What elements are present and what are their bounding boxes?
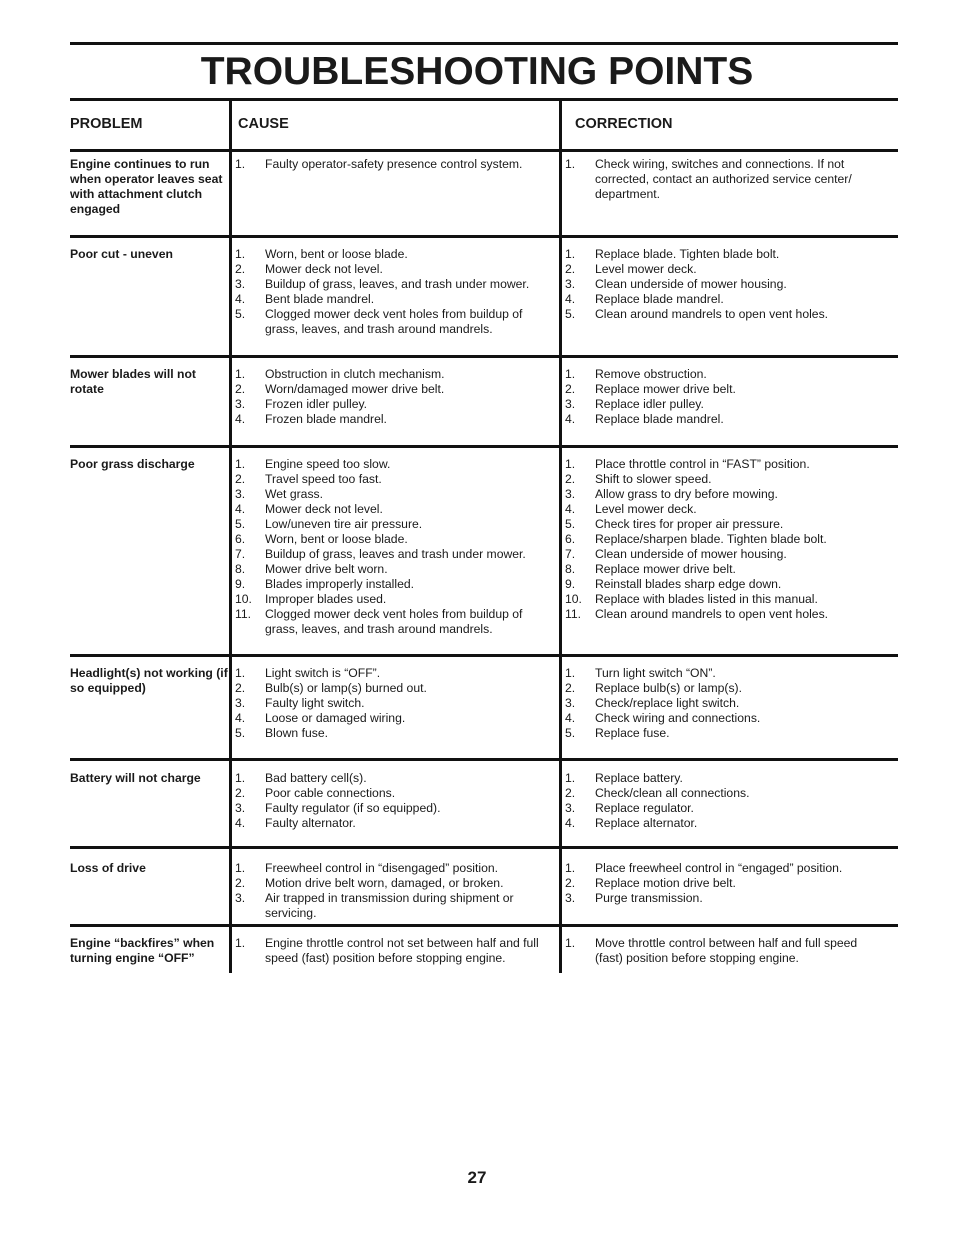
item-text: Clogged mower deck vent holes from buildup of grass, leaves, and trash around mandrels. [265,307,523,336]
item-number: 1. [565,861,576,875]
list-item [565,472,875,487]
item-text: Allow grass to dry before mowing. [595,487,778,501]
item-text: Replace blade. Tighten blade bolt. [595,247,780,261]
item-number: 6. [565,532,576,546]
list-item [235,891,550,921]
item-text: Light switch is “OFF”. [265,666,381,680]
item-text: Clogged mower deck vent holes from buildup of grass, leaves, and trash around mandrels. [265,607,523,636]
row-divider [70,355,898,358]
list-item [235,666,550,681]
item-number: 10. [235,592,252,606]
item-number: 3. [235,277,246,291]
item-number: 1. [235,936,246,950]
item-number: 1. [565,367,576,381]
correction-list [565,457,875,622]
item-text: Air trapped in transmission during shipment or servicing. [265,891,514,920]
list-item [565,562,875,577]
item-text: Clean around mandrels to open vent holes. [595,607,829,621]
list-item [235,936,550,966]
item-text: Travel speed too fast. [265,472,382,486]
item-number: 8. [235,562,246,576]
item-number: 3. [565,696,576,710]
list-item [565,292,875,307]
correction-list [565,771,875,831]
correction-list [565,367,875,427]
item-text: Faulty operator-safety presence control system. [265,157,523,171]
list-item [235,307,550,337]
item-text: Level mower deck. [595,262,697,276]
list-item [565,696,875,711]
item-number: 3. [235,696,246,710]
item-number: 9. [565,577,576,591]
item-number: 1. [235,367,246,381]
cause-list [235,457,550,637]
item-number: 3. [565,277,576,291]
header-correction: CORRECTION [575,116,673,132]
title-rule [70,98,898,101]
item-text: Worn, bent or loose blade. [265,532,408,546]
cause-list [235,936,550,966]
item-text: Faulty alternator. [265,816,356,830]
list-item [235,562,550,577]
item-text: Replace motion drive belt. [595,876,736,890]
row-divider [70,149,898,152]
item-text: Faulty regulator (if so equipped). [265,801,441,815]
item-number: 3. [235,801,246,815]
item-number: 1. [565,666,576,680]
cause-list [235,666,550,741]
row-divider [70,654,898,657]
item-number: 3. [565,891,576,905]
problem-label: Engine “backfires” when turning engine “OFF” [70,936,215,965]
list-item [235,547,550,562]
item-text: Check/clean all connections. [595,786,750,800]
list-item [565,247,875,262]
problem-label: Mower blades will not rotate [70,367,196,396]
list-item [565,277,875,292]
item-number: 4. [565,292,576,306]
page-number: 27 [467,1168,487,1187]
list-item [565,726,875,741]
item-number: 5. [565,307,576,321]
list-item [565,517,875,532]
item-number: 7. [235,547,246,561]
item-text: Replace fuse. [595,726,670,740]
item-number: 1. [565,247,576,261]
item-text: Bad battery cell(s). [265,771,367,785]
list-item [565,457,875,472]
item-text: Move throttle control between half and full speed (fast) position before stopping engine. [595,936,858,965]
item-text: Replace alternator. [595,816,698,830]
item-number: 5. [235,517,246,531]
item-text: Place throttle control in “FAST” position. [595,457,810,471]
item-number: 1. [235,247,246,261]
item-number: 2. [565,382,576,396]
item-number: 7. [565,547,576,561]
cause-list [235,367,550,427]
item-text: Buildup of grass, leaves, and trash under mower. [265,277,530,291]
list-item [235,861,550,876]
list-item [565,786,875,801]
item-text: Bent blade mandrel. [265,292,375,306]
list-item [235,801,550,816]
list-item [235,592,550,607]
item-text: Replace blade mandrel. [595,292,724,306]
list-item [235,247,550,262]
list-item [235,367,550,382]
list-item [235,397,550,412]
item-text: Place freewheel control in “engaged” position. [595,861,843,875]
list-item [565,487,875,502]
item-number: 2. [565,786,576,800]
item-number: 2. [235,472,246,486]
list-item [235,472,550,487]
item-number: 4. [235,502,246,516]
item-number: 11. [235,607,252,621]
row-divider [70,924,898,927]
item-number: 5. [565,726,576,740]
item-number: 3. [235,487,246,501]
item-text: Improper blades used. [265,592,387,606]
item-number: 3. [235,891,246,905]
item-number: 5. [565,517,576,531]
item-text: Shift to slower speed. [595,472,712,486]
item-number: 11. [565,607,582,621]
item-text: Faulty light switch. [265,696,365,710]
list-item [235,157,550,172]
item-number: 2. [565,262,576,276]
item-text: Buildup of grass, leaves and trash under mower. [265,547,526,561]
item-text: Motion drive belt worn, damaged, or broken. [265,876,504,890]
problem-label: Loss of drive [70,861,146,875]
item-text: Turn light switch “ON”. [595,666,716,680]
list-item [565,711,875,726]
item-number: 2. [235,262,246,276]
item-text: Clean underside of mower housing. [595,547,787,561]
column-divider-right [559,101,562,973]
item-text: Worn, bent or loose blade. [265,247,408,261]
list-item [235,277,550,292]
list-item [235,532,550,547]
item-number: 5. [235,726,246,740]
item-text: Poor cable connections. [265,786,396,800]
list-item [565,397,875,412]
item-number: 1. [235,157,246,171]
correction-list [565,157,875,202]
item-text: Wet grass. [265,487,324,501]
row-divider [70,235,898,238]
item-number: 1. [235,666,246,680]
item-text: Blown fuse. [265,726,329,740]
item-number: 2. [235,786,246,800]
list-item [235,711,550,726]
header-cause: CAUSE [238,116,289,132]
header-problem: PROBLEM [70,116,143,132]
list-item [565,412,875,427]
problem-label: Battery will not charge [70,771,201,785]
problem-label: Poor cut - uneven [70,247,173,261]
item-number: 2. [235,876,246,890]
list-item [565,771,875,786]
list-item [235,382,550,397]
list-item [235,607,550,637]
item-number: 9. [235,577,246,591]
item-number: 3. [565,397,576,411]
list-item [565,891,875,906]
list-item [235,876,550,891]
item-text: Check tires for proper air pressure. [595,517,784,531]
list-item [565,861,875,876]
item-number: 6. [235,532,246,546]
list-item [235,457,550,472]
item-text: Worn/damaged mower drive belt. [265,382,445,396]
item-number: 1. [235,771,246,785]
item-number: 3. [235,397,246,411]
list-item [565,367,875,382]
item-text: Remove obstruction. [595,367,707,381]
list-item [565,307,875,322]
item-text: Engine throttle control not set between half and full speed (fast) position before stopping engine. [265,936,539,965]
item-number: 1. [565,457,576,471]
list-item [565,666,875,681]
item-text: Check wiring and connections. [595,711,761,725]
item-number: 1. [565,157,576,171]
item-number: 3. [565,487,576,501]
item-number: 4. [565,502,576,516]
item-text: Clean underside of mower housing. [595,277,787,291]
item-text: Blades improperly installed. [265,577,415,591]
list-item [235,412,550,427]
list-item [235,816,550,831]
problem-label: Poor grass discharge [70,457,195,471]
item-number: 8. [565,562,576,576]
item-number: 2. [235,382,246,396]
item-text: Frozen idler pulley. [265,397,368,411]
list-item [565,382,875,397]
list-item [565,547,875,562]
item-number: 4. [565,816,576,830]
list-item [235,771,550,786]
item-number: 10. [565,592,582,606]
item-number: 4. [235,711,246,725]
list-item [565,532,875,547]
page-title: TROUBLESHOOTING POINTS [200,50,754,93]
item-text: Freewheel control in “disengaged” position. [265,861,499,875]
item-text: Replace regulator. [595,801,694,815]
item-text: Purge transmission. [595,891,703,905]
item-text: Replace mower drive belt. [595,382,736,396]
list-item [235,681,550,696]
list-item [565,577,875,592]
item-text: Replace idler pulley. [595,397,704,411]
item-number: 4. [235,292,246,306]
item-number: 1. [565,771,576,785]
list-item [235,696,550,711]
list-item [565,876,875,891]
list-item [565,816,875,831]
item-text: Obstruction in clutch mechanism. [265,367,445,381]
list-item [565,681,875,696]
item-text: Bulb(s) or lamp(s) burned out. [265,681,427,695]
list-item [565,801,875,816]
cause-list [235,247,550,337]
cause-list [235,157,550,172]
list-item [235,726,550,741]
item-text: Low/uneven tire air pressure. [265,517,423,531]
item-number: 3. [565,801,576,815]
item-number: 2. [565,681,576,695]
item-number: 2. [565,876,576,890]
column-divider-left [229,101,232,973]
list-item [235,262,550,277]
item-text: Replace mower drive belt. [595,562,736,576]
correction-list [565,247,875,322]
item-text: Reinstall blades sharp edge down. [595,577,782,591]
item-number: 4. [565,412,576,426]
top-rule [70,42,898,45]
item-text: Check/replace light switch. [595,696,740,710]
item-number: 1. [235,861,246,875]
row-divider [70,758,898,761]
item-text: Level mower deck. [595,502,697,516]
list-item [565,157,875,202]
item-text: Replace battery. [595,771,683,785]
item-text: Replace blade mandrel. [595,412,724,426]
item-text: Frozen blade mandrel. [265,412,387,426]
list-item [235,502,550,517]
item-number: 1. [565,936,576,950]
item-text: Clean around mandrels to open vent holes. [595,307,829,321]
item-number: 4. [235,412,246,426]
list-item [565,592,875,607]
item-number: 4. [565,711,576,725]
item-number: 5. [235,307,246,321]
list-item [235,786,550,801]
item-text: Engine speed too slow. [265,457,391,471]
item-text: Mower drive belt worn. [265,562,388,576]
correction-list [565,666,875,741]
item-number: 2. [235,681,246,695]
row-divider [70,846,898,849]
list-item [565,936,875,966]
list-item [565,502,875,517]
list-item [235,487,550,502]
correction-list [565,861,875,906]
item-number: 2. [565,472,576,486]
cause-list [235,771,550,831]
problem-label: Headlight(s) not working (if so equipped) [70,666,228,695]
cause-list [235,861,550,921]
list-item [235,577,550,592]
list-item [235,292,550,307]
item-text: Replace/sharpen blade. Tighten blade bolt. [595,532,827,546]
item-text: Mower deck not level. [265,262,383,276]
item-number: 1. [235,457,246,471]
item-text: Check wiring, switches and connections. If not corrected, contact an authorized service center/ department. [595,157,852,201]
item-text: Replace with blades listed in this manual. [595,592,818,606]
list-item [565,262,875,277]
list-item [565,607,875,622]
row-divider [70,445,898,448]
item-text: Mower deck not level. [265,502,383,516]
item-number: 4. [235,816,246,830]
problem-label: Engine continues to run when operator leaves seat with attachment clutch engaged [70,157,223,216]
list-item [235,517,550,532]
correction-list [565,936,875,966]
item-text: Loose or damaged wiring. [265,711,406,725]
item-text: Replace bulb(s) or lamp(s). [595,681,742,695]
